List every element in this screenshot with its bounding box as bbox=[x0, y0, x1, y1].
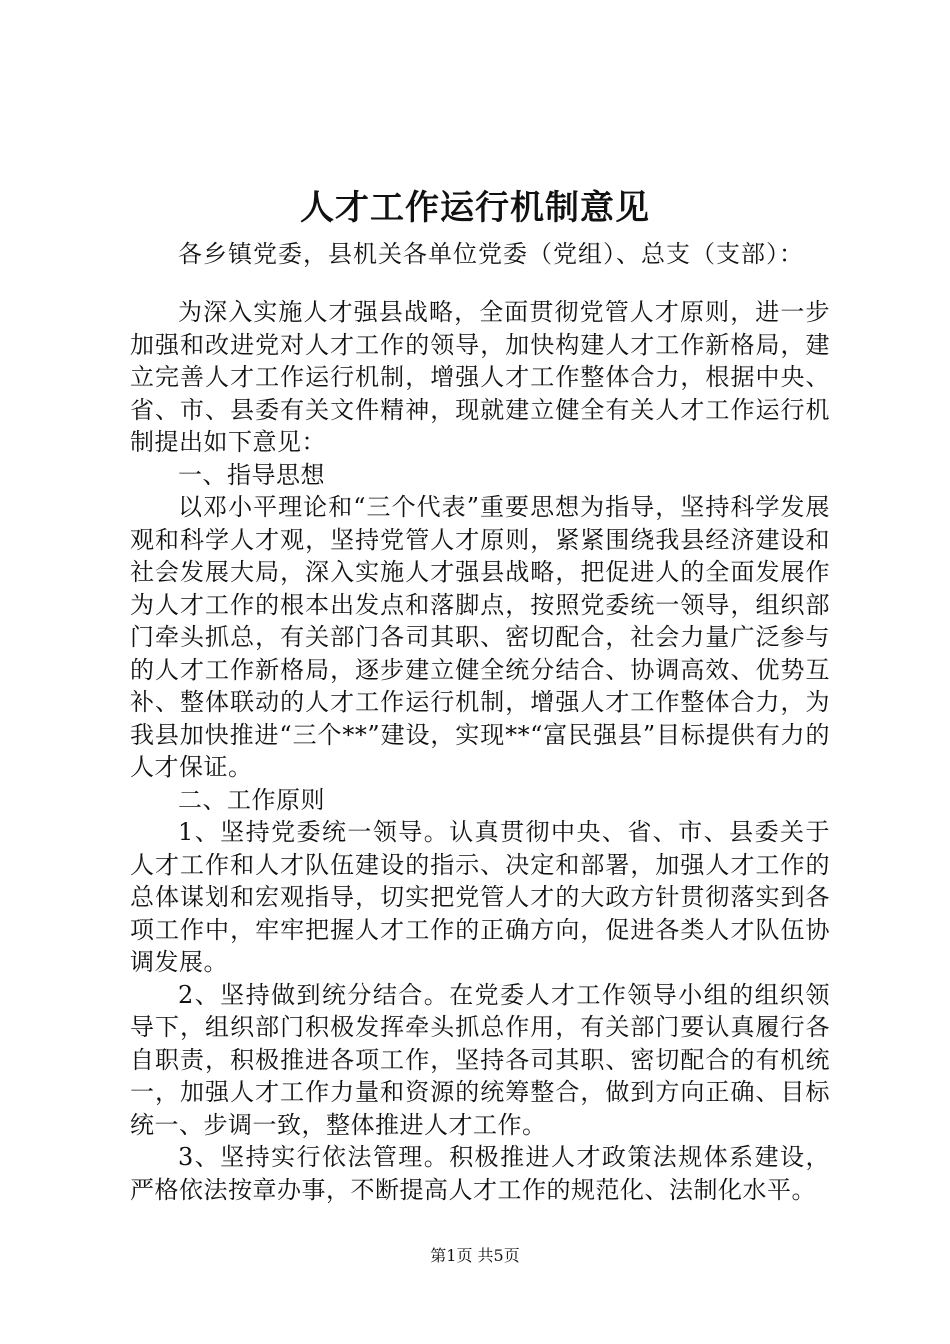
heading-guiding-thought: 一、指导思想 bbox=[178, 460, 325, 489]
paragraph-intro: 为深入实施人才强县战略，全面贯彻党管人才原则，进一步加强和改进党对人才工作的领导，加快构建人才工作新格局，建立完善人才工作运行机制，增强人才工作整体合力，根据中央、省、市、县委有关文件精神，现就建立健全有关人才工作运行机制提出如下意见： bbox=[130, 298, 830, 456]
paragraph-principle-3: 3、坚持实行依法管理。积极推进人才政策法规体系建设，严格依法按章办事，不断提高人才工作的规范化、法制化水平。 bbox=[130, 1143, 830, 1204]
document-title: 人才工作运行机制意见 bbox=[300, 188, 650, 228]
document-body bbox=[130, 296, 830, 1206]
salutation: 各乡镇党委，县机关各单位党委（党组）、总支（支部）： bbox=[178, 240, 804, 268]
paragraph-principle-1: 1、坚持党委统一领导。认真贯彻中央、省、市、县委关于人才工作和人才队伍建设的指示、决定和部署，加强人才工作的总体谋划和宏观指导，切实把党管人才的大政方针贯彻落实到各项工作中，牢牢把握人才工作的正确方向，促进各类人才队伍协调发展。 bbox=[130, 818, 830, 976]
page-footer: 第1页 共5页 bbox=[430, 1246, 520, 1265]
paragraph-guiding-thought: 以邓小平理论和“三个代表”重要思想为指导，坚持科学发展观和科学人才观，坚持党管人才原则，紧紧围绕我县经济建设和社会发展大局，深入实施人才强县战略，把促进人的全面发展作为人才工作的根本出发点和落脚点，按照党委统一领导，组织部门牵头抓总，有关部门各司其职、密切配合，社会力量广泛参与的人才工作新格局，逐步建立健全统分结合、协调高效、优势互补、整体联动的人才工作运行机制，增强人才工作整体合力，为我县加快推进“三个**”建设，实现**“富民强县”目标提供有力的人才保证。 bbox=[130, 493, 830, 781]
heading-work-principles: 二、工作原则 bbox=[178, 785, 325, 814]
paragraph-principle-2: 2、坚持做到统分结合。在党委人才工作领导小组的组织领导下，组织部门积极发挥牵头抓总作用，有关部门要认真履行各自职责，积极推进各项工作，坚持各司其职、密切配合的有机统一，加强人才工作力量和资源的统筹整合，做到方向正确、目标统一、步调一致，整体推进人才工作。 bbox=[130, 980, 830, 1139]
